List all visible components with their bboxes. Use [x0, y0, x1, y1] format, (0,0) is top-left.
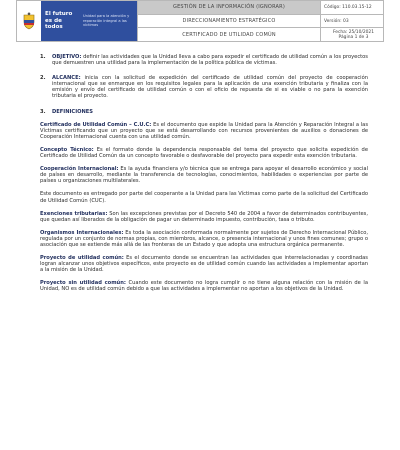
section-number: 2. — [40, 75, 46, 82]
definition-item — [40, 122, 368, 140]
section-body: inicia con la solicitud de expedición del certificado de utilidad común del proyecto de cooperación internacional que se enmarque en los requisitos legales para la aplicación de una exención tributaria y finaliza con la emisión y envío del certificado de utilidad común o con el oficio de repuesta de si es viable o no para la exención tributaria el proyecto. — [52, 75, 368, 100]
section-label: ALCANCE: — [52, 75, 81, 82]
section-number: 1. — [40, 54, 46, 60]
definition-term: Organismos Internacionales: — [40, 229, 124, 236]
doc-date: Fecha: 25/10/2021 — [332, 29, 375, 35]
section-objetivo — [40, 54, 368, 66]
definition-text: Son las excepciones previstas por el Decreto 540 de 2004 a favor de determinados contribuyentes, que quedan así liberados de la obligación de pagar un determinado impuesto, contribución, tasa o tributo. — [40, 210, 368, 223]
definition-item — [40, 147, 368, 159]
definition-item — [40, 191, 368, 203]
definition-term: Proyecto sin utilidad común: — [40, 280, 126, 287]
brand-entity-name: Unidad para la atención y reparación integral a las víctimas — [83, 14, 130, 28]
doc-title: CERTIFICADO DE UTILIDAD COMÚN — [182, 31, 276, 38]
definition-term: Concepto Técnico: — [40, 146, 94, 153]
doc-code: Código: 110.03.15-12 — [324, 4, 372, 10]
definition-item — [40, 230, 368, 248]
logo-cell — [17, 1, 138, 41]
definition-term: Proyecto de utilidad común: — [40, 255, 124, 262]
date-page-box — [321, 27, 383, 41]
definition-text: Es el documento donde se encuentran las actividades que interrelacionadas y coordinadas logran alcanzar unos objetivos específicos, este proyecto es de utilidad común cuando las actividades a implementar aportan a la misión de la Unidad. — [40, 255, 368, 274]
document-body — [40, 54, 368, 293]
definition-text: Es toda la asociación conformada normalmente por sujetos de Derecho Internacional Público, regulada por un conjunto de normas propias, con miembros, alcance, o presencia internacional y unos fines comunes; grupo o asociación que se extiende más allá de las fronteras de un Estado y que adopta una estructura orgánica permanente. — [40, 229, 368, 248]
definition-term: Cooperación Internacional: — [40, 166, 119, 173]
definition-item — [40, 211, 368, 223]
section-alcance — [40, 75, 368, 99]
coat-of-arms-icon — [22, 12, 36, 30]
crest-box — [17, 1, 41, 41]
brand-banner — [41, 1, 137, 41]
section-text — [52, 75, 368, 99]
definition-term: Certificado de Utilidad Común – C.U.C: — [40, 121, 152, 128]
doc-version: Versión: 03 — [321, 14, 383, 28]
section-heading: DEFINICIONES — [52, 108, 93, 115]
brand-slogan: El futuro es de todos — [45, 11, 73, 31]
definition-text: Es el documento que expide la Unidad para la Atención y Reparación Integral a las Víctimas certificando que un proyecto que se está desarrollando con recursos provenientes de auxilios o donaciones de Cooperación Internacional cuenta con una utilidad común. — [40, 121, 368, 140]
definitions-list — [40, 122, 368, 293]
definition-item — [40, 166, 368, 184]
process-name: DIRECCIONAMIENTO ESTRATÉGICO — [138, 15, 320, 29]
page-number: Página 1 de 3 — [338, 34, 369, 40]
section-text — [52, 54, 368, 66]
definition-text: Este documento es entregado por parte del cooperante a la Unidad para las Víctimas como parte de la solicitud del Certificado de Utilidad Común (CUC). — [40, 191, 368, 204]
section-label: OBJETIVO: — [52, 54, 82, 60]
doc-group: GESTIÓN DE LA INFORMACIÓN (IGNORAR) — [138, 1, 320, 15]
header-meta-cell — [320, 1, 383, 41]
definition-text: Cuando este documento no logra cumplir o no tiene alguna relación con la misión de la Unidad, NO es de utilidad común debido a que las actividades a implementar no aportan a los objetivos de la Unidad. — [40, 280, 368, 293]
definition-term: Exenciones tributarias: — [40, 210, 108, 217]
section-definiciones — [40, 109, 368, 115]
definition-text: Es la ayuda financiera y/o técnica que se entrega para apoyar el desarrollo económico y social de países en desarrollo, mediante la transferencia de tecnologías, conocimientos, habilidades o experiencias por parte de países u organizaciones multilaterales. — [40, 166, 368, 185]
definition-item — [40, 255, 368, 273]
document-header — [16, 0, 384, 42]
definition-item — [40, 280, 368, 292]
section-number: 3. — [40, 108, 46, 115]
header-title-cell — [138, 1, 320, 41]
definition-text: Es el formato donde la dependencia responsable del tema del proyecto que solicita expedición de Certificado de Utilidad Común da un concepto favorable o desfavorable del proyecto para expedir esta exención tributaria. — [40, 146, 368, 160]
section-body: definir las actividades que la Unidad lleva a cabo para expedir el certificado de utilidad común a los proyectos que demuestren una utilidad para la implementación de la política pública de víctimas. — [52, 54, 368, 67]
